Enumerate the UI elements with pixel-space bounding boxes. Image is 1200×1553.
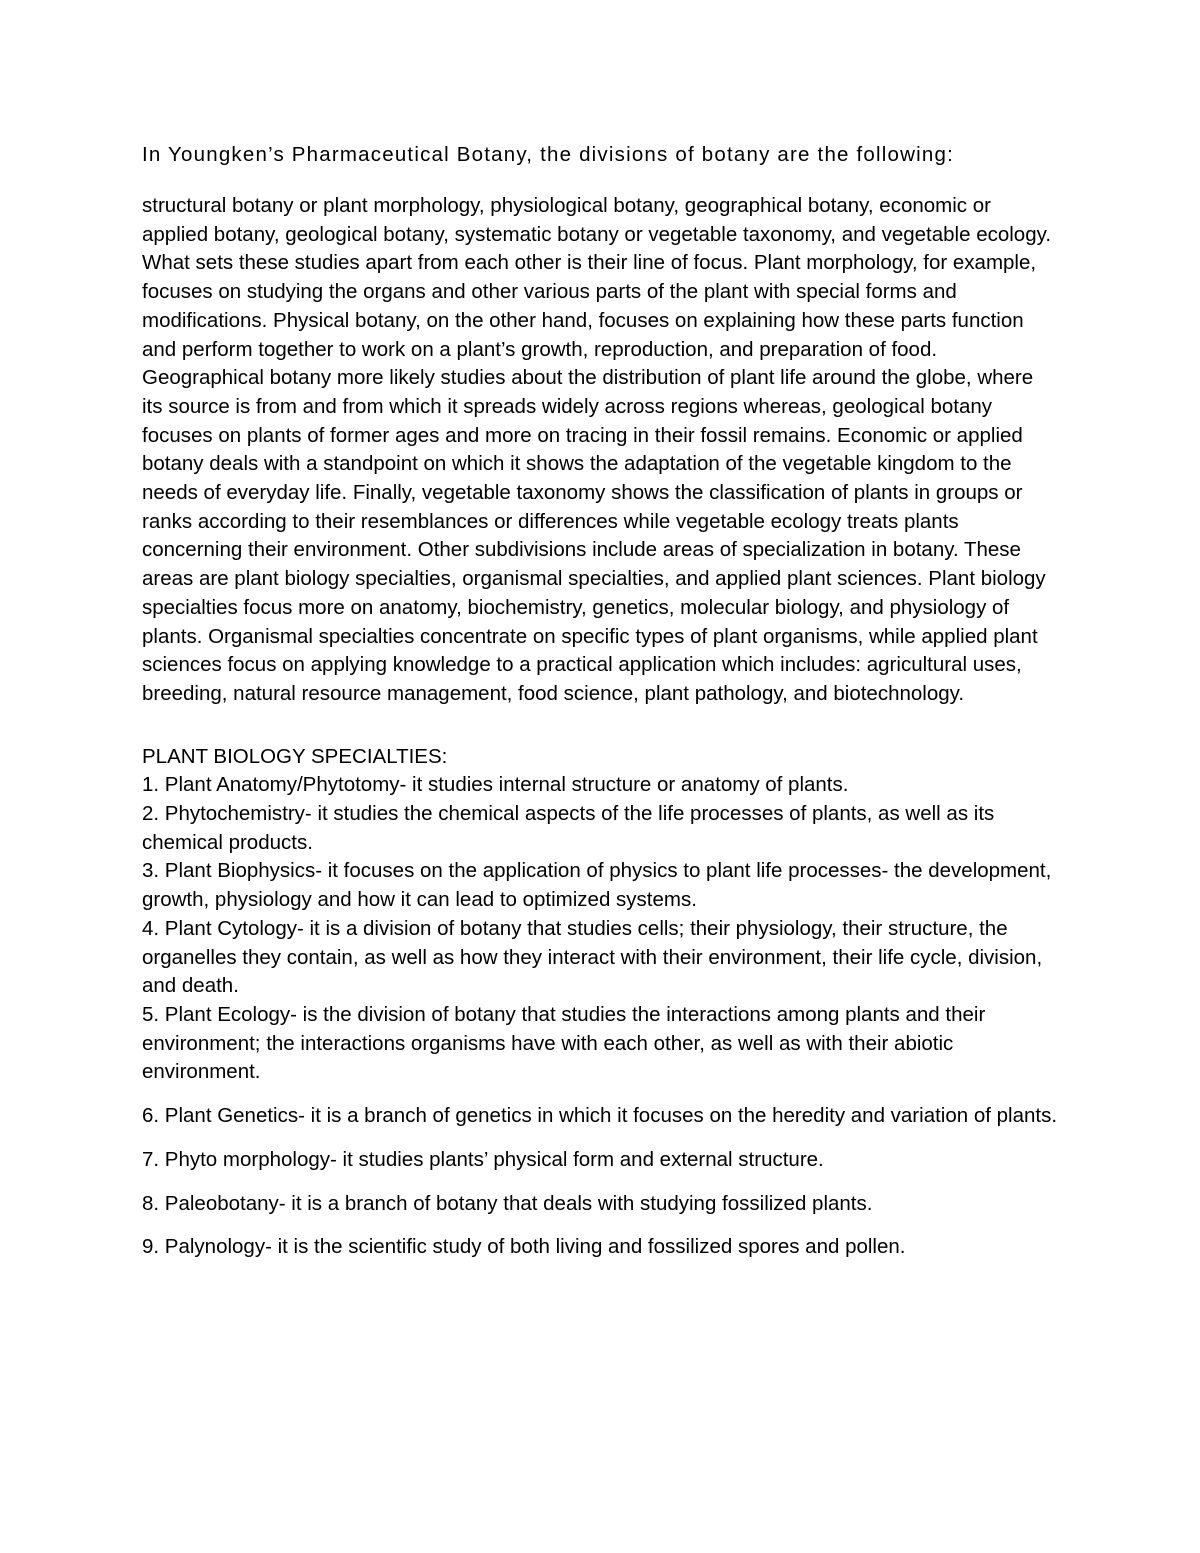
document-page [142, 140, 1062, 1262]
list-item: 7. Phyto morphology- it studies plants’ physical form and external structure. [142, 1147, 824, 1171]
section-heading: PLANT BIOLOGY SPECIALTIES: [142, 744, 448, 768]
body-paragraph: structural botany or plant morphology, physiological botany, geographical botany, economic or applied botany, geological botany, systematic botany or vegetable taxonomy, and vegetable ecology. What sets these studies apart from each other is their line of focus. Plant morphology, for example, focuses on studying the organs and other various parts of the plant with special forms and modifications. Physical botany, on the other hand, focuses on explaining how these parts function and perform together to work on a plant’s growth, reproduction, and preparation of food. Geographical botany more likely studies about the distribution of plant life around the globe, where its source is from and from which it spreads widely across regions whereas, geological botany focuses on plants of former ages and more on tracing in their fossil remains. Economic or applied botany deals with a standpoint on which it shows the adaptation of the vegetable kingdom to the needs of everyday life. Finally, vegetable taxonomy shows the classification of plants in groups or ranks according to their resemblances or differences while vegetable ecology treats plants concerning their environment. Other subdivisions include areas of specialization in botany. These areas are plant biology specialties, organismal specialties, and applied plant sciences. Plant biology specialties focus more on anatomy, biochemistry, genetics, molecular biology, and physiology of plants. Organismal specialties concentrate on specific types of plant organisms, while applied plant sciences focus on applying knowledge to a practical application which includes: agricultural uses, breeding, natural resource management, food science, plant pathology, and biotechnology. [142, 194, 1052, 705]
list-item: 8. Paleobotany- it is a branch of botany that deals with studying fossilized plants. [142, 1191, 873, 1215]
list-item: 2. Phytochemistry- it studies the chemical aspects of the life processes of plants, as well as its chemical products. [142, 802, 995, 854]
list-item: 5. Plant Ecology- is the division of botany that studies the interactions among plants and their environment; the interactions organisms have with each other, as well as with their abiotic environment. [142, 1002, 986, 1084]
intro-line: In Youngken’s Pharmaceutical Botany, the divisions of botany are the following: [142, 143, 954, 166]
list-item: 9. Palynology- it is the scientific study of both living and fossilized spores and pollen. [142, 1235, 906, 1259]
list-item: 4. Plant Cytology- it is a division of botany that studies cells; their physiology, their structure, the organelles they contain, as well as how they interact with their environment, their life cycle, division, and death. [142, 916, 1043, 998]
list-item: 3. Plant Biophysics- it focuses on the application of physics to plant life processes- the development, growth, physiology and how it can lead to optimized systems. [142, 859, 1052, 912]
list-item: 1. Plant Anatomy/Phytotomy- it studies internal structure or anatomy of plants. [142, 773, 849, 797]
list-item: 6. Plant Genetics- it is a branch of genetics in which it focuses on the heredity and variation of plants. [142, 1104, 1058, 1128]
specialties-list [142, 771, 1062, 1262]
